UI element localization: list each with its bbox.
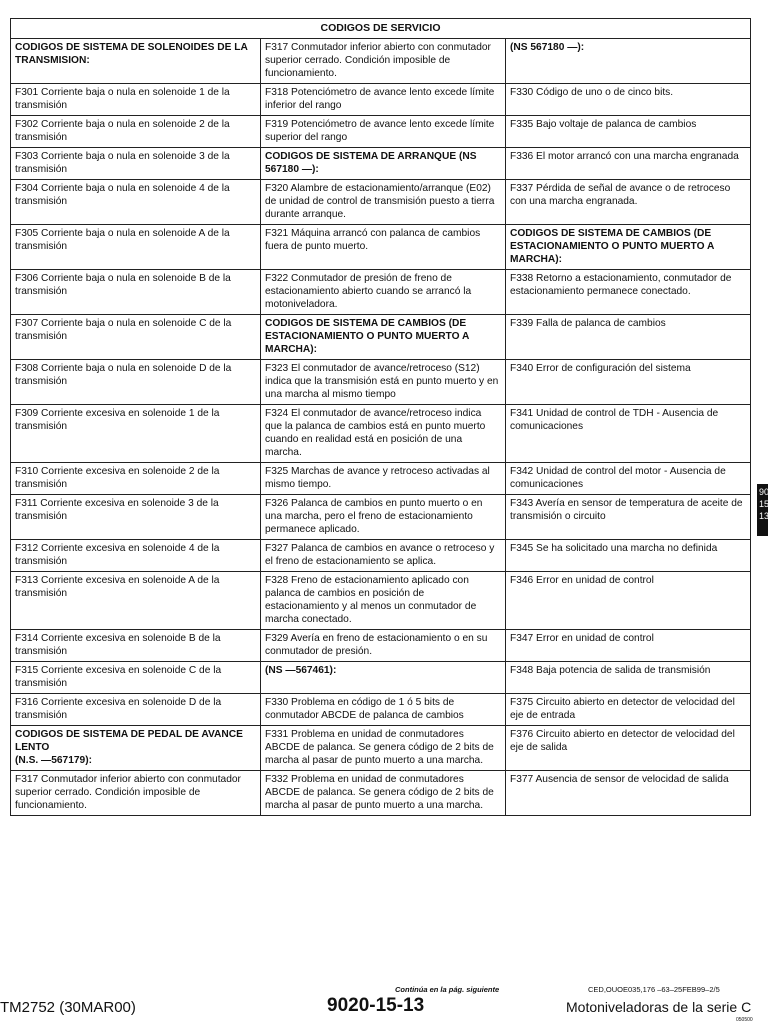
code-cell: F321 Máquina arrancó con palanca de cambios fuera de punto muerto.: [261, 225, 506, 270]
table-row: [11, 630, 751, 662]
code-cell: F318 Potenciómetro de avance lento excede límite inferior del rango: [261, 84, 506, 116]
code-cell: F328 Freno de estacionamiento aplicado con palanca de cambios en posición de estacionamiento y al menos un conmutador de marcha conectado.: [261, 572, 506, 630]
code-cell: F377 Ausencia de sensor de velocidad de salida: [506, 771, 751, 816]
code-cell: F376 Circuito abierto en detector de velocidad del eje de salida: [506, 726, 751, 771]
publication-id: TM2752 (30MAR00): [0, 999, 136, 1016]
table-row: [11, 148, 751, 180]
code-cell: F340 Error de configuración del sistema: [506, 360, 751, 405]
code-cell: F331 Problema en unidad de conmutadores ABCDE de palanca. Se genera código de 2 bits de marcha al pasar de punto muerto a una marcha.: [261, 726, 506, 771]
code-cell: F338 Retorno a estacionamiento, conmutador de estacionamiento permanece conectado.: [506, 270, 751, 315]
code-cell: F325 Marchas de avance y retroceso activadas al mismo tiempo.: [261, 463, 506, 495]
table-row: [11, 405, 751, 463]
code-cell: F327 Palanca de cambios en avance o retroceso y el freno de estacionamiento se aplica.: [261, 540, 506, 572]
table-row: [11, 694, 751, 726]
table-row: [11, 771, 751, 816]
section-header-cell: (NS —567461):: [261, 662, 506, 694]
code-cell: F308 Corriente baja o nula en solenoide D de la transmisión: [11, 360, 261, 405]
code-cell: F326 Palanca de cambios en punto muerto o en una marcha, pero el freno de estacionamiento permanece aplicado.: [261, 495, 506, 540]
code-cell: F324 El conmutador de avance/retroceso indica que la palanca de cambios está en punto muerto cuando en realidad está en posición de una marcha.: [261, 405, 506, 463]
code-cell: F304 Corriente baja o nula en solenoide 4 de la transmisión: [11, 180, 261, 225]
code-cell: F335 Bajo voltaje de palanca de cambios: [506, 116, 751, 148]
table-row: [11, 662, 751, 694]
code-cell: F330 Código de uno o de cinco bits.: [506, 84, 751, 116]
code-cell: F339 Falla de palanca de cambios: [506, 315, 751, 360]
code-cell: F313 Corriente excesiva en solenoide A de la transmisión: [11, 572, 261, 630]
code-cell: F303 Corriente baja o nula en solenoide 3 de la transmisión: [11, 148, 261, 180]
code-cell: F336 El motor arrancó con una marcha engranada: [506, 148, 751, 180]
code-cell: F302 Corriente baja o nula en solenoide 2 de la transmisión: [11, 116, 261, 148]
code-cell: F314 Corriente excesiva en solenoide B de la transmisión: [11, 630, 261, 662]
section-tab: [757, 484, 768, 536]
table-row: [11, 360, 751, 405]
section-header-cell: CODIGOS DE SISTEMA DE ARRANQUE (NS 567180 —):: [261, 148, 506, 180]
continues-note: Continúa en la pág. siguiente: [395, 985, 500, 994]
table-row: [11, 39, 751, 84]
code-cell: F346 Error en unidad de control: [506, 572, 751, 630]
code-cell: F317 Conmutador inferior abierto con conmutador superior cerrado. Condición imposible de funcionamiento.: [11, 771, 261, 816]
section-header-cell: (NS 567180 —):: [506, 39, 751, 84]
section-header-cell: CODIGOS DE SISTEMA DE SOLENOIDES DE LA TRANSMISION:: [11, 39, 261, 84]
machine-series: Motoniveladoras de la serie C: [566, 999, 752, 1015]
table-row: [11, 495, 751, 540]
table-title: CODIGOS DE SERVICIO: [11, 19, 751, 39]
section-header-cell: CODIGOS DE SISTEMA DE PEDAL DE AVANCE LENTO (N.S. —567179):: [11, 726, 261, 771]
code-cell: F332 Problema en unidad de conmutadores ABCDE de palanca. Se genera código de 2 bits de marcha al pasar de punto muerto a una marcha.: [261, 771, 506, 816]
table-title-row: [11, 19, 751, 39]
code-cell: F301 Corriente baja o nula en solenoide 1 de la transmisión: [11, 84, 261, 116]
code-cell: F323 El conmutador de avance/retroceso (S12) indica que la transmisión está en punto muerto y en una marcha al mismo tiempo: [261, 360, 506, 405]
code-cell: F375 Circuito abierto en detector de velocidad del eje de entrada: [506, 694, 751, 726]
table-row: [11, 180, 751, 225]
table-row: [11, 463, 751, 495]
code-cell: F345 Se ha solicitado una marcha no definida: [506, 540, 751, 572]
section-header-cell: CODIGOS DE SISTEMA DE CAMBIOS (DE ESTACIONAMIENTO O PUNTO MUERTO A MARCHA):: [506, 225, 751, 270]
code-cell: F343 Avería en sensor de temperatura de aceite de transmisión o circuito: [506, 495, 751, 540]
code-cell: F316 Corriente excesiva en solenoide D de la transmisión: [11, 694, 261, 726]
print-code: 050500: [736, 1017, 753, 1023]
section-tab-line: 13: [759, 511, 769, 521]
code-cell: F341 Unidad de control de TDH - Ausencia de comunicaciones: [506, 405, 751, 463]
code-cell: F319 Potenciómetro de avance lento excede límite superior del rango: [261, 116, 506, 148]
table-row: [11, 270, 751, 315]
table-row: [11, 726, 751, 771]
table-row: [11, 572, 751, 630]
code-cell: F309 Corriente excesiva en solenoide 1 de la transmisión: [11, 405, 261, 463]
page-number: 9020-15-13: [327, 995, 425, 1016]
table-row: [11, 540, 751, 572]
code-cell: F307 Corriente baja o nula en solenoide C de la transmisión: [11, 315, 261, 360]
code-cell: F337 Pérdida de señal de avance o de retroceso con una marcha engranada.: [506, 180, 751, 225]
section-tab-line: 90: [759, 487, 769, 497]
table-body: [11, 39, 751, 816]
section-header-cell: CODIGOS DE SISTEMA DE CAMBIOS (DE ESTACIONAMIENTO O PUNTO MUERTO A MARCHA):: [261, 315, 506, 360]
code-cell: F315 Corriente excesiva en solenoide C de la transmisión: [11, 662, 261, 694]
code-cell: F306 Corriente baja o nula en solenoide B de la transmisión: [11, 270, 261, 315]
code-cell: F348 Baja potencia de salida de transmisión: [506, 662, 751, 694]
code-cell: F330 Problema en código de 1 ó 5 bits de conmutador ABCDE de palanca de cambios: [261, 694, 506, 726]
code-cell: F320 Alambre de estacionamiento/arranque (E02) de unidad de control de transmisión puesto a tierra durante arranque.: [261, 180, 506, 225]
code-cell: F312 Corriente excesiva en solenoide 4 de la transmisión: [11, 540, 261, 572]
table-row: [11, 315, 751, 360]
code-cell: F329 Avería en freno de estacionamiento o en su conmutador de presión.: [261, 630, 506, 662]
code-cell: F322 Conmutador de presión de freno de estacionamiento abierto cuando se arrancó la motoniveladora.: [261, 270, 506, 315]
code-cell: F310 Corriente excesiva en solenoide 2 de la transmisión: [11, 463, 261, 495]
code-cell: F342 Unidad de control del motor - Ausencia de comunicaciones: [506, 463, 751, 495]
document-reference: CED,OUOE035,176 –63–25FEB99–2/5: [588, 985, 720, 994]
code-cell: F317 Conmutador inferior abierto con conmutador superior cerrado. Condición imposible de funcionamiento.: [261, 39, 506, 84]
code-cell: F305 Corriente baja o nula en solenoide A de la transmisión: [11, 225, 261, 270]
table-row: [11, 225, 751, 270]
table-row: [11, 84, 751, 116]
service-codes-table: [10, 18, 751, 816]
table-row: [11, 116, 751, 148]
section-tab-line: 15: [759, 499, 769, 509]
code-cell: F347 Error en unidad de control: [506, 630, 751, 662]
code-cell: F311 Corriente excesiva en solenoide 3 de la transmisión: [11, 495, 261, 540]
